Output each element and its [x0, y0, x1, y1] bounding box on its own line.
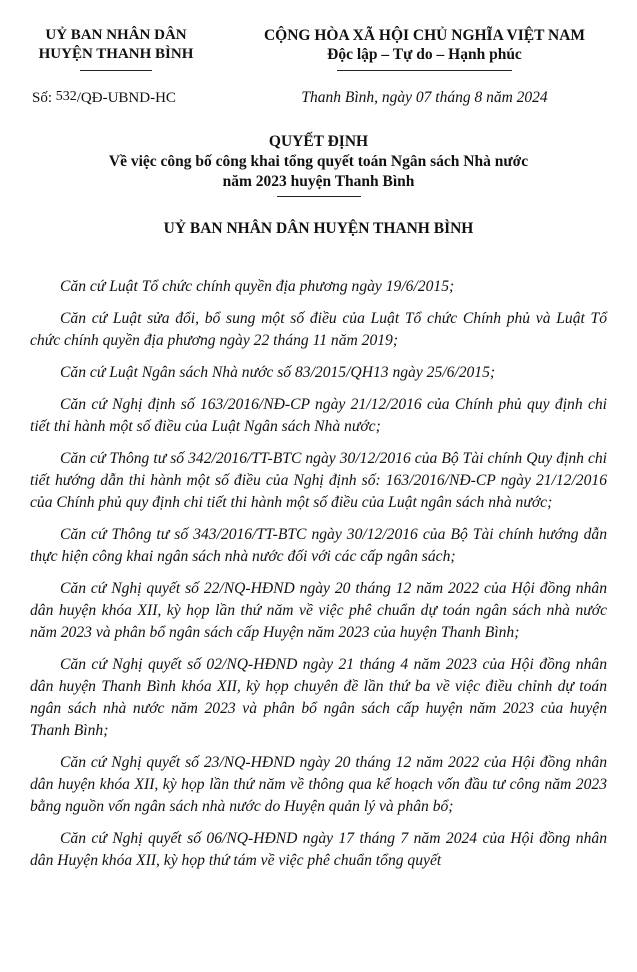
basis-paragraph: Căn cứ Luật Ngân sách Nhà nước số 83/2015/QH13 ngày 25/6/2015; — [60, 364, 496, 381]
decision-title-block — [40, 132, 597, 197]
motto-underline — [337, 70, 512, 71]
title-underline — [277, 196, 361, 197]
issuing-authority: UỶ BAN NHÂN DÂN HUYỆN THANH BÌNH — [163, 220, 474, 237]
doc-no-value: 532 — [55, 89, 77, 104]
basis-paragraph: Căn cứ Nghị quyết số 06/NQ-HĐND ngày 17 tháng 7 năm 2024 của Hội đồng nhân dân Huyện khóa XII, kỳ họp thứ tám về việc phê chuẩn tổng quyết — [30, 830, 607, 869]
place-date-line: Thanh Bình, ngày 07 tháng 8 năm 2024 — [301, 89, 548, 106]
basis-paragraph: Căn cứ Thông tư số 343/2016/TT-BTC ngày 30/12/2016 của Bộ Tài chính hướng dẫn thực hiện công khai ngân sách nhà nước đối với các cấp ngân sách; — [30, 526, 607, 565]
doc-no-suffix: /QĐ-UBND-HC — [76, 90, 176, 106]
decision-subject-line-2: năm 2023 huyện Thanh Bình — [222, 173, 415, 190]
basis-paragraph: Căn cứ Luật sửa đổi, bổ sung một số điều của Luật Tổ chức Chính phủ và Luật Tổ chức chính quyền địa phương ngày 22 tháng 11 năm 2019; — [30, 310, 607, 349]
basis-paragraph: Căn cứ Nghị quyết số 22/NQ-HĐND ngày 20 tháng 12 năm 2022 của Hội đồng nhân dân huyện khóa XII, kỳ họp lần thứ năm về việc phê chuẩn dự toán ngân sách nhà nước năm 2023 và phân bổ ngân sách cấp Huyện năm 2023 của huyện Thanh Bình; — [30, 580, 607, 641]
issuing-agency — [10, 26, 222, 71]
basis-paragraph: Căn cứ Luật Tổ chức chính quyền địa phương ngày 19/6/2015; — [60, 278, 455, 295]
document-number — [32, 89, 176, 107]
country-name: CỘNG HÒA XÃ HỘI CHỦ NGHĨA VIỆT NAM — [263, 27, 586, 44]
basis-paragraph: Căn cứ Nghị định số 163/2016/NĐ-CP ngày 21/12/2016 của Chính phủ quy định chi tiết thi hành một số điều của Luật Ngân sách Nhà nước; — [30, 396, 607, 435]
basis-paragraph: Căn cứ Thông tư số 342/2016/TT-BTC ngày 30/12/2016 của Bộ Tài chính Quy định chi tiết hướng dẫn thi hành một số điều của Nghị định số: 163/2016/NĐ-CP ngày 21/12/2016 của Chính phủ quy định chi tiết thi hành một số điều của Luật ngân sách nhà nước; — [30, 450, 607, 511]
agency-line-2: HUYỆN THANH BÌNH — [38, 46, 194, 62]
legal-basis — [30, 276, 607, 882]
decision-type: QUYẾT ĐỊNH — [268, 133, 369, 150]
decision-subject-line-1: Về việc công bố công khai tổng quyết toán Ngân sách Nhà nước — [108, 153, 529, 170]
basis-paragraph: Căn cứ Nghị quyết số 23/NQ-HĐND ngày 20 tháng 12 năm 2022 của Hội đồng nhân dân huyện khóa XII, kỳ họp lần thứ năm về thông qua kế hoạch vốn đầu tư công năm 2023 bằng nguồn vốn ngân sách nhà nước do Huyện quản lý và phân bổ; — [30, 754, 607, 815]
agency-line-1: UỶ BAN NHÂN DÂN — [45, 27, 187, 43]
basis-paragraph: Căn cứ Nghị quyết số 02/NQ-HĐND ngày 21 tháng 4 năm 2023 của Hội đồng nhân dân huyện Thanh Bình khóa XII, kỳ họp chuyên đề lần thứ ba về việc điều chỉnh dự toán ngân sách nhà nước năm 2023 và phân bổ ngân sách cấp huyện năm 2023 của huyện Thanh Bình; — [30, 656, 607, 739]
agency-underline — [80, 70, 152, 71]
national-header — [222, 26, 627, 71]
doc-no-prefix: Số: — [32, 90, 53, 106]
national-motto: Độc lập – Tự do – Hạnh phúc — [327, 46, 522, 63]
